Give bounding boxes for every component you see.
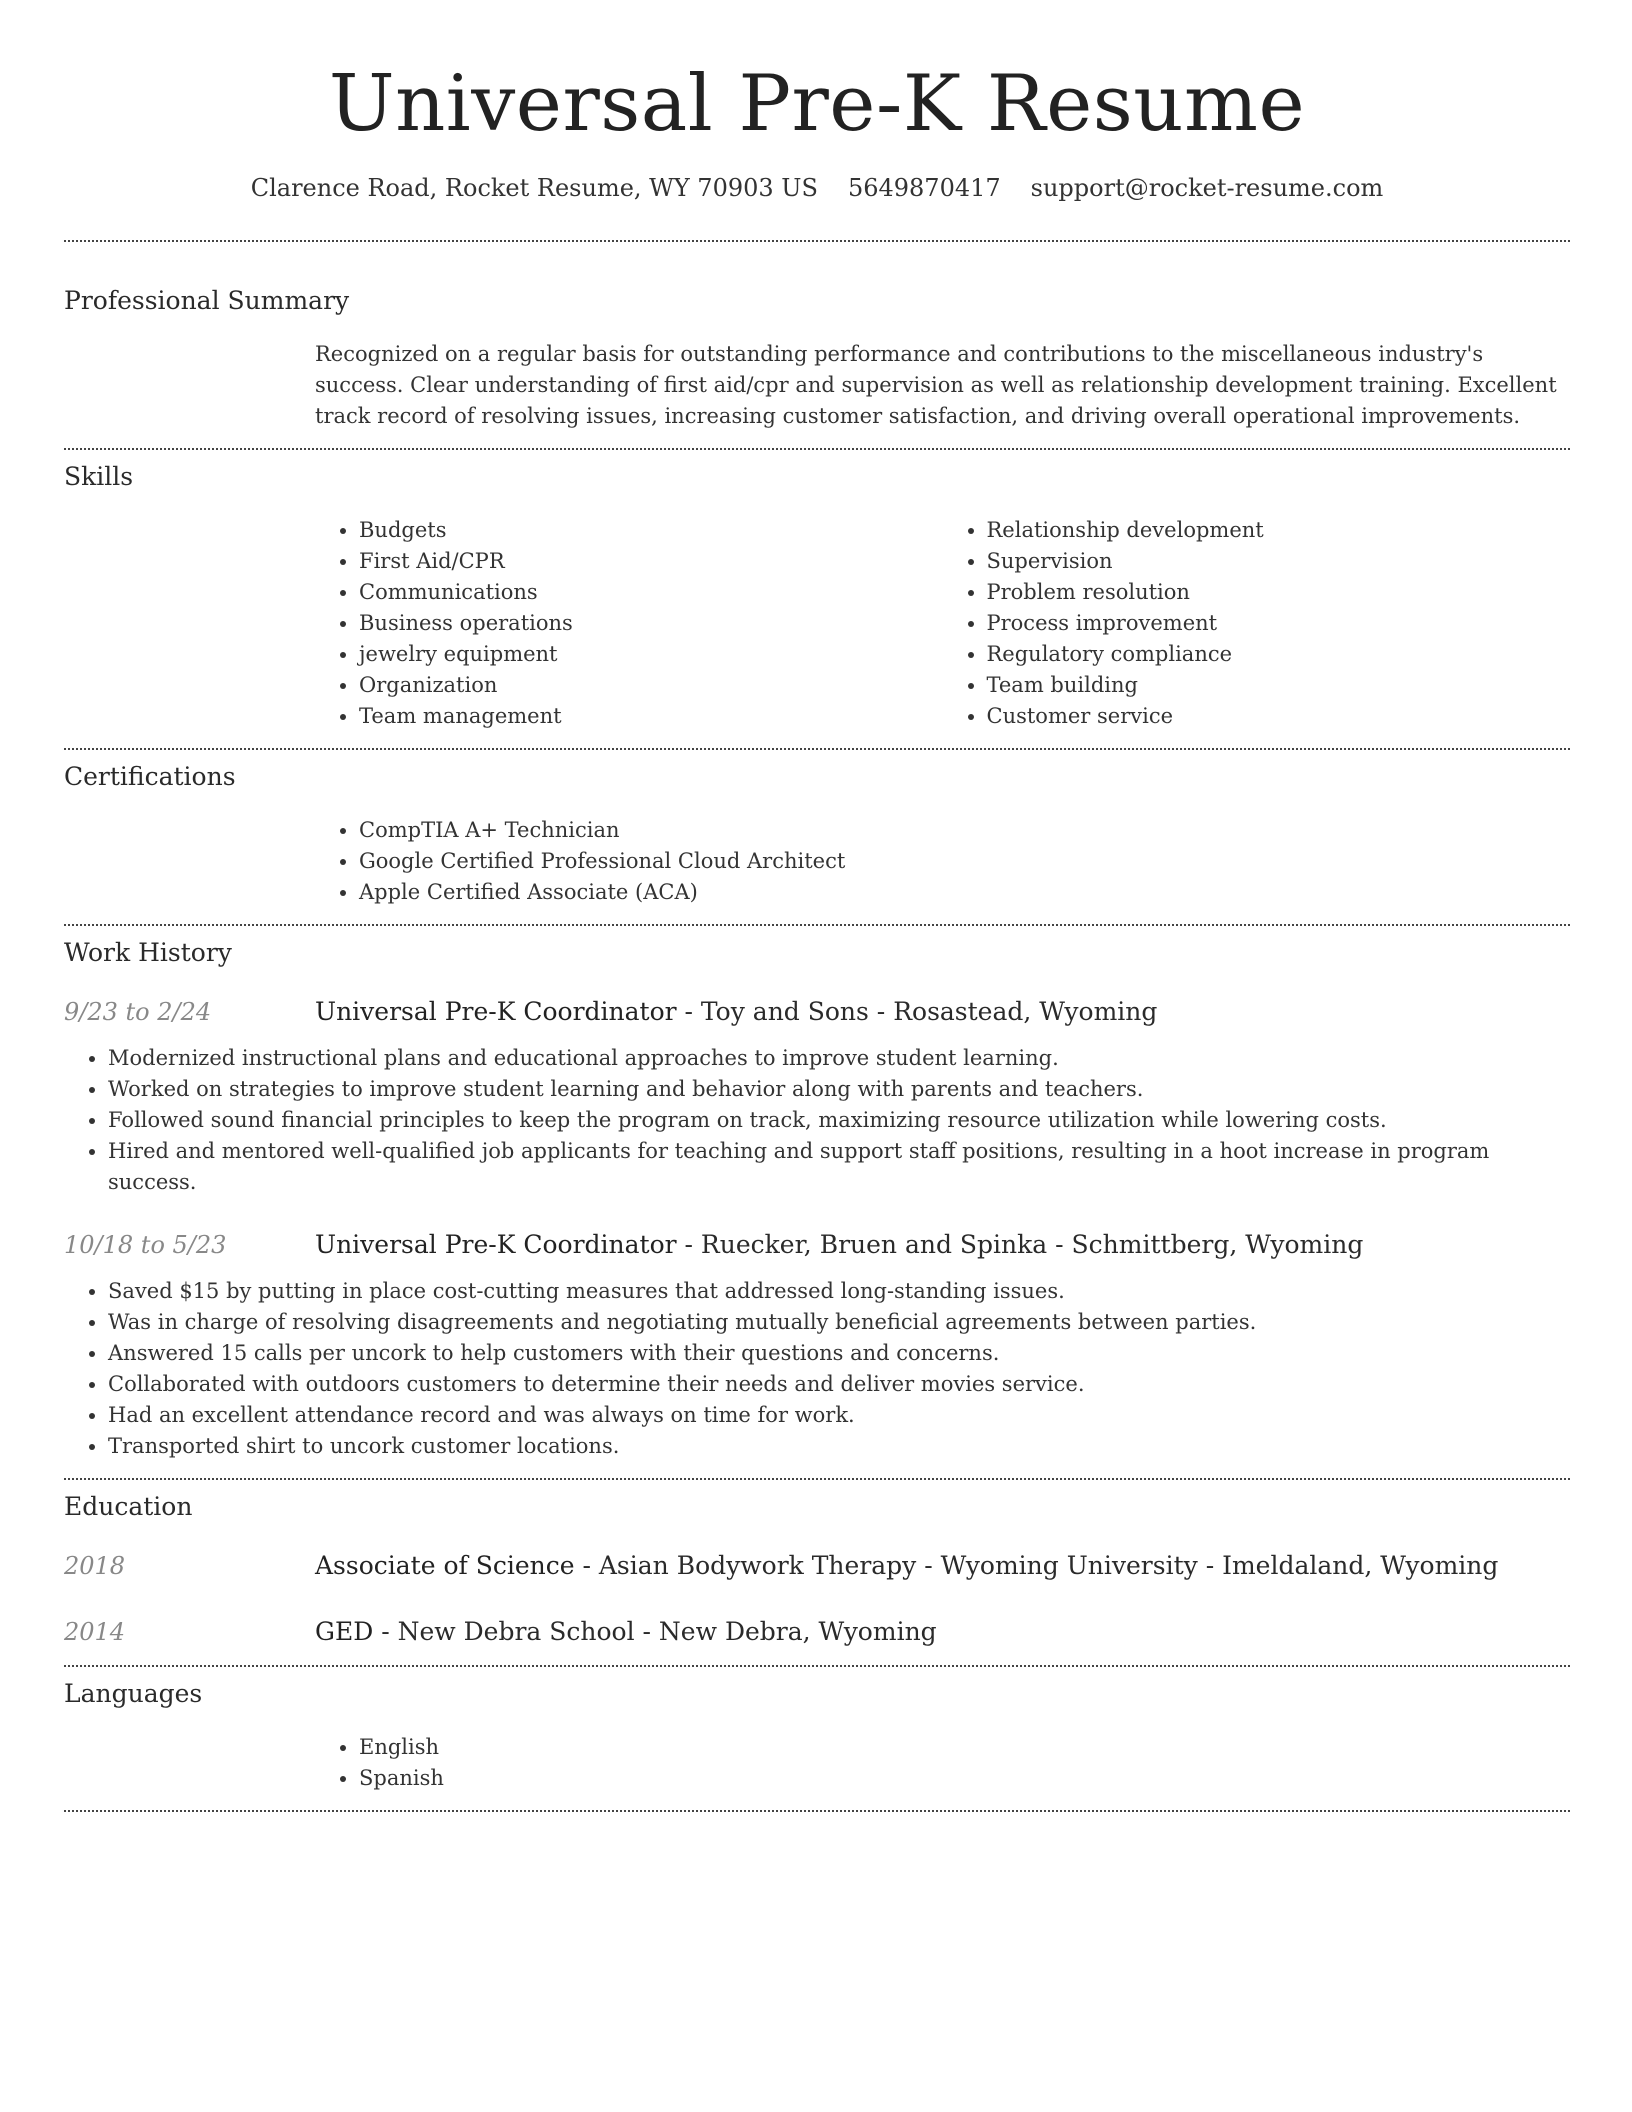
section-education	[64, 1491, 1570, 1649]
summary-text: Recognized on a regular basis for outstanding performance and contributions to the miscellaneous industry's success. Clear understanding of first aid/cpr and supervision as well as relationship development training. Excellent track record of resolving issues, increasing customer satisfaction, and driving overall operational improvements.	[315, 342, 1557, 428]
skills-list-right	[943, 515, 1571, 732]
skill-item: • Budgets	[359, 515, 943, 546]
skills-list-left	[315, 515, 943, 732]
skill-item: • Relationship development	[987, 515, 1571, 546]
education-degree: GED	[315, 1617, 374, 1646]
section-heading-summary: Professional Summary	[64, 286, 350, 315]
job-header	[64, 995, 1570, 1029]
education-entry	[64, 1615, 1570, 1649]
certification-item: • Google Certified Professional Cloud Architect	[359, 846, 1570, 877]
skill-item: • Communications	[359, 577, 943, 608]
section-work-history	[64, 937, 1570, 1462]
job-bullet: • Followed sound financial principles to keep the program on track, maximizing resource utilization while lowering costs.	[108, 1105, 1570, 1136]
section-heading-work: Work History	[64, 938, 232, 967]
education-school: - Asian Bodywork Therapy - Wyoming University - Imeldaland, Wyoming	[574, 1551, 1499, 1580]
divider	[64, 1665, 1570, 1667]
education-entry	[64, 1549, 1570, 1583]
education-list	[64, 1549, 1570, 1649]
education-school: - New Debra School - New Debra, Wyoming	[373, 1617, 937, 1646]
skill-item: • Team management	[359, 701, 943, 732]
section-certifications	[64, 761, 1570, 908]
section-heading-certifications: Certifications	[64, 762, 236, 791]
contact-phone: 5649870417	[847, 174, 1001, 202]
education-title	[315, 1615, 937, 1649]
section-skills	[64, 461, 1570, 732]
contact-email: support@rocket-resume.com	[1030, 174, 1384, 202]
section-heading-skills: Skills	[64, 462, 134, 491]
divider	[64, 1810, 1570, 1812]
job-dates: 9/23 to 2/24	[64, 998, 212, 1026]
skill-item: • Regulatory compliance	[987, 639, 1571, 670]
section-languages	[64, 1678, 1570, 1794]
section-heading-education: Education	[64, 1492, 193, 1521]
job-dates: 10/18 to 5/23	[64, 1231, 227, 1259]
skill-item: • jewelry equipment	[359, 639, 943, 670]
skill-item: • Team building	[987, 670, 1571, 701]
skill-item: • Process improvement	[987, 608, 1571, 639]
contact-line	[64, 172, 1570, 204]
certifications-content	[315, 815, 1570, 908]
job-employer-location: - Ruecker, Bruen and Spinka - Schmittberg, Wyoming	[676, 1230, 1364, 1259]
divider	[64, 924, 1570, 926]
job-role: Universal Pre-K Coordinator	[315, 997, 677, 1026]
skills-grid	[315, 515, 1570, 732]
job-role: Universal Pre-K Coordinator	[315, 1230, 677, 1259]
job-bullet: • Answered 15 calls per uncork to help customers with their questions and concerns.	[108, 1338, 1570, 1369]
job-bullet: • Hired and mentored well-qualified job applicants for teaching and support staff positions, resulting in a hoot increase in program success.	[108, 1136, 1570, 1198]
skill-item: • Business operations	[359, 608, 943, 639]
certification-item: • CompTIA A+ Technician	[359, 815, 1570, 846]
job-bullets	[64, 1043, 1570, 1198]
job-entry	[64, 1228, 1570, 1462]
language-item: • Spanish	[359, 1763, 1570, 1794]
divider	[64, 448, 1570, 450]
certifications-list	[315, 815, 1570, 908]
skill-item: • Organization	[359, 670, 943, 701]
resume-title: Universal Pre-K Resume	[328, 59, 1306, 149]
section-summary	[64, 285, 1570, 432]
job-title	[315, 995, 1157, 1029]
skill-item: • Problem resolution	[987, 577, 1571, 608]
job-bullet: • Collaborated with outdoors customers to determine their needs and deliver movies service.	[108, 1369, 1570, 1400]
job-header	[64, 1228, 1570, 1262]
education-year: 2018	[64, 1552, 126, 1580]
education-title	[315, 1549, 1498, 1583]
skill-item: • First Aid/CPR	[359, 546, 943, 577]
resume-page	[64, 0, 1570, 1812]
divider	[64, 1478, 1570, 1480]
section-heading-languages: Languages	[64, 1679, 203, 1708]
languages-content	[315, 1732, 1570, 1794]
certification-item: • Apple Certified Associate (ACA)	[359, 877, 1570, 908]
contact-address: Clarence Road, Rocket Resume, WY 70903 US	[250, 174, 818, 202]
job-bullet: • Worked on strategies to improve student learning and behavior along with parents and teachers.	[108, 1074, 1570, 1105]
language-item: • English	[359, 1732, 1570, 1763]
job-bullet: • Saved $15 by putting in place cost-cutting measures that addressed long-standing issues.	[108, 1276, 1570, 1307]
job-title	[315, 1228, 1363, 1262]
job-bullet: • Was in charge of resolving disagreements and negotiating mutually beneficial agreements between parties.	[108, 1307, 1570, 1338]
job-bullet: • Had an excellent attendance record and was always on time for work.	[108, 1400, 1570, 1431]
education-year: 2014	[64, 1618, 126, 1646]
jobs-list	[64, 995, 1570, 1462]
divider	[64, 240, 1570, 242]
skill-item: • Supervision	[987, 546, 1571, 577]
languages-list	[315, 1732, 1570, 1794]
job-bullet: • Transported shirt to uncork customer locations.	[108, 1431, 1570, 1462]
job-bullet: • Modernized instructional plans and educational approaches to improve student learning.	[108, 1043, 1570, 1074]
job-employer-location: - Toy and Sons - Rosastead, Wyoming	[676, 997, 1158, 1026]
education-degree: Associate of Science	[315, 1551, 575, 1580]
divider	[64, 748, 1570, 750]
skill-item: • Customer service	[987, 701, 1571, 732]
job-bullets	[64, 1276, 1570, 1462]
job-entry	[64, 995, 1570, 1198]
